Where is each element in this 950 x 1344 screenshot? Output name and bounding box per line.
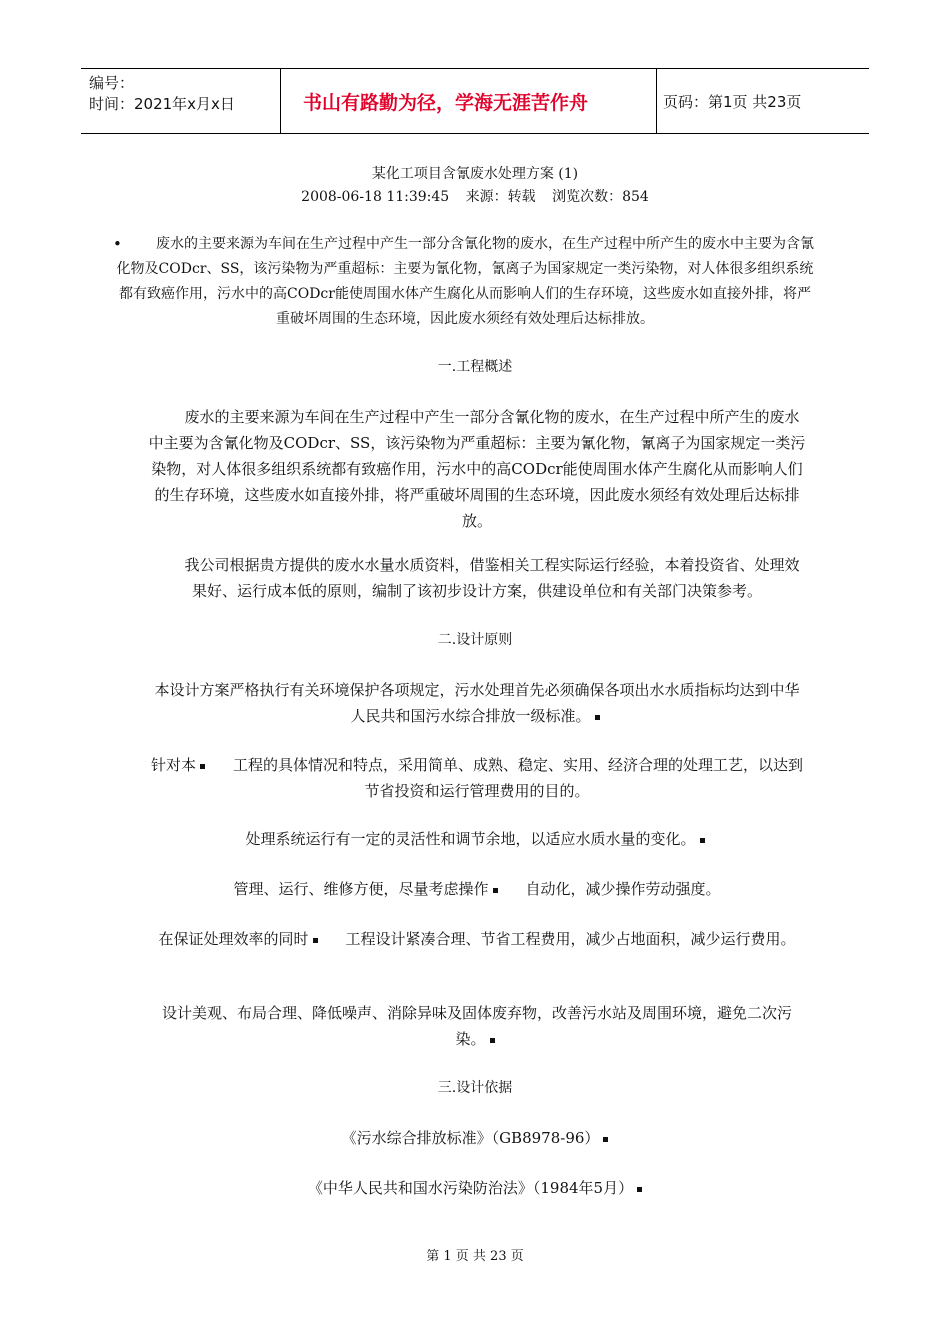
square-bullet-icon <box>493 888 498 893</box>
source: 来源：转载 <box>465 189 536 205</box>
principle-5-text-b: 工程设计紧凑合理、节省工程费用，减少占地面积，减少运行费用。 <box>345 930 796 948</box>
heading-principles: 二.设计原则 <box>437 632 513 648</box>
time-label: 时间：2021年x月x日 <box>89 95 235 113</box>
principle-4-text-a: 管理、运行、维修方便，尽量考虑操作 <box>233 880 489 898</box>
square-bullet-icon <box>637 1187 642 1192</box>
principle-1 <box>148 677 806 729</box>
intro-text: 废水的主要来源为车间在生产过程中产生一部分含氰化物的废水，在生产过程中所产生的废水中主要为含氰化物及CODcr、SS，该污染物为严重超标：主要为氰化物，氰离子为国家规定一类污染物，对人体很多组织系统都有致癌作用，污水中的高CODcr能使周围水体产生腐化从而影响人们的生存环境，这些废水如直接外排，将严重破坏周围的生态环境，因此废水须经有效处理后达标排放。 <box>116 236 814 327</box>
view-count: 浏览次数：854 <box>552 189 649 205</box>
page-footer: 第 1 页 共 23 页 <box>426 1249 524 1264</box>
overview-text: 废水的主要来源为车间在生产过程中产生一部分含氰化物的废水，在生产过程中所产生的废水中主要为含氰化物及CODcr、SS，该污染物为严重超标：主要为氰化物，氰离子为国家规定一类污染物，对人体很多组织系统都有致癌作用，污水中的高CODcr能使周围水体产生腐化从而影响人们的生存环境，这些废水如直接外排，将严重破坏周围的生态环境，因此废水须经有效处理后达标排放。 <box>148 408 806 530</box>
basis-1 <box>148 1125 806 1151</box>
header-left-cell <box>81 69 281 133</box>
principle-3 <box>148 826 806 852</box>
publish-date: 2008-06-18 11:39:45 <box>301 189 450 205</box>
number-label: 编号： <box>89 74 135 92</box>
heading-overview: 一.工程概述 <box>437 359 513 375</box>
principle-6-text: 设计美观、布局合理、降低噪声、消除异味及固体废弃物，改善污水站及周围环境，避免二次污染。 <box>161 1004 792 1048</box>
square-bullet-icon <box>603 1137 608 1142</box>
document-title: 某化工项目含氰废水处理方案 (1) <box>371 166 579 182</box>
principle-4-text-b: 自动化，减少操作劳动强度。 <box>525 880 721 898</box>
document-meta <box>0 186 950 206</box>
square-bullet-icon <box>200 764 205 769</box>
company-paragraph <box>148 552 806 604</box>
basis-1-text: 《污水综合排放标准》（GB8978-96） <box>341 1129 600 1147</box>
principle-2-text-a: 针对本 <box>150 756 196 774</box>
heading-basis: 三.设计依据 <box>437 1080 513 1096</box>
principle-6 <box>148 1000 806 1052</box>
principle-4 <box>148 876 806 902</box>
principle-5 <box>148 926 806 952</box>
principle-5-text-a: 在保证处理效率的同时 <box>158 930 309 948</box>
principle-2 <box>148 752 806 804</box>
overview-paragraph <box>148 404 806 534</box>
page-info: 页码：第1页 共23页 <box>663 92 802 111</box>
motto: 书山有路勤为径，学海无涯苦作舟 <box>281 69 657 133</box>
company-text: 我公司根据贵方提供的废水水量水质资料，借鉴相关工程实际运行经验，本着投资省、处理效果好、运行成本低的原则，编制了该初步设计方案，供建设单位和有关部门决策参考。 <box>184 556 800 600</box>
basis-2-text: 《中华人民共和国水污染防治法》（1984年5月） <box>307 1179 634 1197</box>
header-table <box>81 68 869 134</box>
bullet-icon: • <box>113 235 122 253</box>
square-bullet-icon <box>490 1038 495 1043</box>
principle-1-text: 本设计方案严格执行有关环境保护各项规定，污水处理首先必须确保各项出水水质指标均达到中华人民共和国污水综合排放一级标准。 <box>154 681 800 725</box>
intro-paragraph <box>115 232 815 332</box>
principle-2-text-b: 工程的具体情况和特点，采用简单、成熟、稳定、实用、经济合理的处理工艺，以达到节省投资和运行管理费用的目的。 <box>233 756 804 800</box>
basis-2 <box>148 1175 806 1201</box>
square-bullet-icon <box>700 838 705 843</box>
square-bullet-icon <box>313 938 318 943</box>
principle-3-text: 处理系统运行有一定的灵活性和调节余地，以适应水质水量的变化。 <box>245 830 696 848</box>
square-bullet-icon <box>595 715 600 720</box>
